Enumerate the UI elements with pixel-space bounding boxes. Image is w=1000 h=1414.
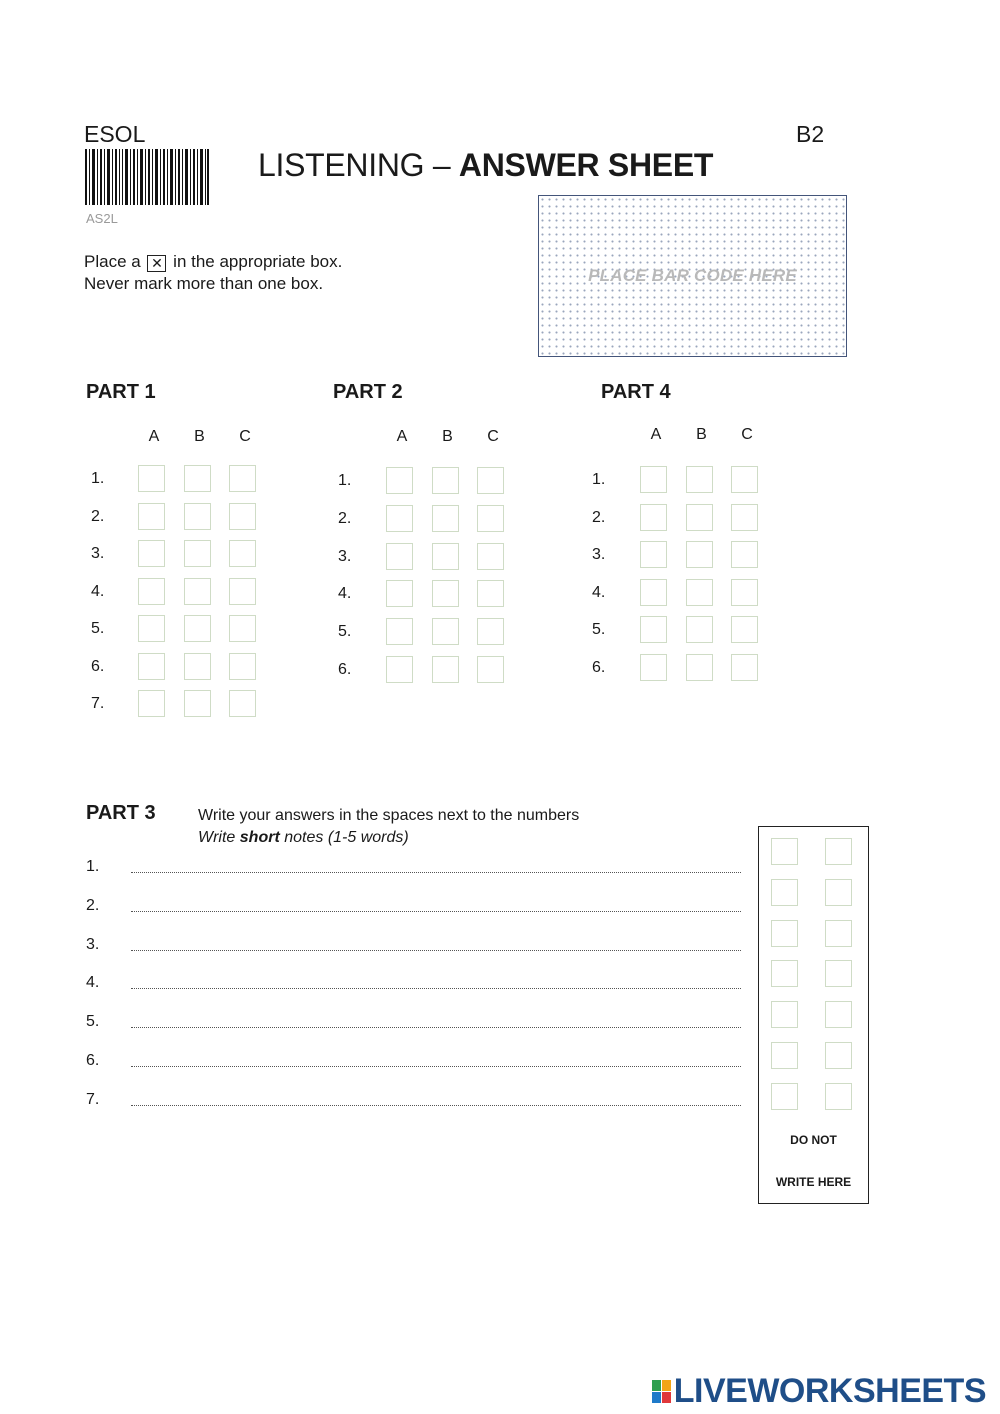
examiner-mark-box [771,920,798,947]
part3-question-number: 6. [86,1052,100,1069]
part3-question-number: 5. [86,1013,100,1031]
note-bold: short [239,829,280,846]
question-number: 5. [338,623,352,641]
examiner-mark-box [825,1001,852,1028]
answer-checkbox-a[interactable] [138,690,165,717]
option-letter-a: A [148,428,160,445]
page-title [258,147,713,184]
barcode-placement-area [538,195,847,357]
barcode-image [85,149,209,205]
examiner-box [758,826,869,1204]
answer-checkbox-c[interactable] [229,653,256,680]
answer-checkbox-a[interactable] [386,580,413,607]
part3-answer-line[interactable] [131,988,741,989]
answer-checkbox-b[interactable] [184,615,211,642]
level-label: B2 [796,121,825,147]
question-number: 1. [592,471,606,488]
examiner-mark-box [771,879,798,906]
part-title: PART 2 [333,381,403,403]
answer-checkbox-a[interactable] [138,653,165,680]
answer-checkbox-a[interactable] [640,616,667,643]
option-letter-c: C [741,426,753,443]
instructions [84,251,342,295]
examiner-mark-box [825,1042,852,1069]
option-letter-a: A [396,428,408,445]
answer-checkbox-b[interactable] [432,656,459,683]
examiner-mark-box [825,960,852,987]
answer-checkbox-c[interactable] [731,466,758,493]
note-before: Write [198,829,240,846]
question-number: 6. [592,658,606,676]
answer-checkbox-b[interactable] [432,580,459,607]
answer-checkbox-a[interactable] [640,504,667,531]
answer-checkbox-b[interactable] [686,616,713,643]
answer-checkbox-a[interactable] [138,615,165,642]
answer-checkbox-c[interactable] [731,541,758,568]
question-number: 3. [338,547,352,565]
question-number: 6. [91,657,105,675]
question-number: 2. [592,508,606,526]
answer-checkbox-b[interactable] [184,503,211,530]
title-light: LISTENING – [258,147,459,183]
answer-checkbox-c[interactable] [477,467,504,494]
examiner-mark-box [771,1083,798,1110]
instruction-line-2: Never mark more than one box. [84,274,324,293]
part3-note [198,827,579,849]
question-number: 4. [91,582,105,600]
part3-title: PART 3 [86,802,156,824]
instruction-text-after: in the appropriate box. [173,252,343,271]
examiner-mark-box [771,838,798,865]
answer-checkbox-c[interactable] [229,540,256,567]
option-letter-b: B [194,428,205,445]
answer-checkbox-b[interactable] [686,504,713,531]
part-title: PART 4 [601,381,671,403]
examiner-mark-box [825,1083,852,1110]
cross-mark-icon: ✕ [147,255,166,272]
answer-checkbox-b[interactable] [432,543,459,570]
answer-checkbox-c[interactable] [731,616,758,643]
answer-checkbox-a[interactable] [640,579,667,606]
answer-checkbox-b[interactable] [432,618,459,645]
answer-checkbox-a[interactable] [640,466,667,493]
option-letter-b: B [442,428,453,445]
answer-checkbox-c[interactable] [731,654,758,681]
answer-checkbox-b[interactable] [184,690,211,717]
part3-answer-line[interactable] [131,1027,741,1028]
barcode-placement-label: PLACE BAR CODE HERE [588,266,797,285]
question-number: 4. [592,583,606,601]
answer-checkbox-a[interactable] [138,465,165,492]
answer-checkbox-b[interactable] [432,467,459,494]
option-letter-a: A [650,426,662,443]
liveworksheets-logo-icon [652,1380,672,1404]
answer-checkbox-b[interactable] [686,654,713,681]
option-letter-c: C [487,428,499,445]
part3-instructions [198,805,579,849]
question-number: 5. [592,621,606,638]
part3-instruction: Write your answers in the spaces next to the numbers [198,807,580,824]
answer-checkbox-a[interactable] [386,618,413,645]
exam-label: ESOL [84,121,146,147]
answer-checkbox-b[interactable] [686,466,713,493]
answer-checkbox-c[interactable] [731,504,758,531]
question-number: 1. [338,472,352,489]
question-number: 5. [91,620,105,637]
question-number: 7. [91,695,105,712]
answer-checkbox-b[interactable] [432,505,459,532]
answer-checkbox-b[interactable] [686,579,713,606]
answer-checkbox-a[interactable] [386,656,413,683]
option-letter-c: C [239,428,251,445]
part3-question-number: 7. [86,1090,100,1108]
answer-checkbox-b[interactable] [184,653,211,680]
answer-checkbox-c[interactable] [477,656,504,683]
question-number: 6. [338,661,352,678]
examiner-mark-box [771,960,798,987]
part-title: PART 1 [86,381,156,403]
answer-checkbox-c[interactable] [477,505,504,532]
part3-answer-line[interactable] [131,911,741,912]
part3-answer-line[interactable] [131,1066,741,1067]
note-after: notes (1-5 words) [279,829,409,846]
examiner-mark-box [825,838,852,865]
part3-question-number: 3. [86,935,100,953]
instruction-line-1 [84,251,342,273]
instruction-text-before: Place a [84,252,141,271]
part3-answer-line[interactable] [131,872,741,873]
answer-checkbox-c[interactable] [731,579,758,606]
part3-question-number: 4. [86,974,100,992]
answer-checkbox-a[interactable] [138,578,165,605]
answer-checkbox-c[interactable] [477,580,504,607]
answer-checkbox-a[interactable] [138,540,165,567]
answer-checkbox-b[interactable] [184,540,211,567]
answer-checkbox-c[interactable] [229,690,256,717]
part3-question-number: 2. [86,896,100,914]
option-letter-b: B [696,426,707,443]
title-bold: ANSWER SHEET [458,147,714,183]
part3-question-number: 1. [86,858,100,875]
answer-checkbox-a[interactable] [138,503,165,530]
answer-checkbox-b[interactable] [184,578,211,605]
sheet-code: AS2L [86,211,118,226]
answer-checkbox-c[interactable] [477,618,504,645]
answer-checkbox-c[interactable] [229,578,256,605]
question-number: 2. [338,509,352,527]
write-here-label: WRITE HERE [775,1175,852,1189]
answer-checkbox-c[interactable] [229,615,256,642]
answer-checkbox-c[interactable] [477,543,504,570]
examiner-mark-box [825,920,852,947]
question-number: 4. [338,585,352,603]
question-number: 2. [91,507,105,525]
brand-name: LIVEWORKSHEETS [673,1372,986,1410]
question-number: 3. [592,546,606,563]
examiner-mark-box [771,1001,798,1028]
answer-checkbox-b[interactable] [184,465,211,492]
answer-checkbox-a[interactable] [640,541,667,568]
answer-checkbox-a[interactable] [386,467,413,494]
examiner-mark-box [771,1042,798,1069]
question-number: 3. [91,545,105,562]
answer-checkbox-a[interactable] [386,543,413,570]
answer-checkbox-a[interactable] [640,654,667,681]
answer-checkbox-c[interactable] [229,503,256,530]
examiner-mark-box [825,879,852,906]
do-not-label: DO NOT [790,1133,837,1147]
part3-answer-line[interactable] [131,950,741,951]
answer-checkbox-b[interactable] [686,541,713,568]
brand-logo [652,1372,986,1411]
answer-checkbox-c[interactable] [229,465,256,492]
question-number: 1. [91,470,105,487]
part3-answer-line[interactable] [131,1105,741,1106]
answer-checkbox-a[interactable] [386,505,413,532]
